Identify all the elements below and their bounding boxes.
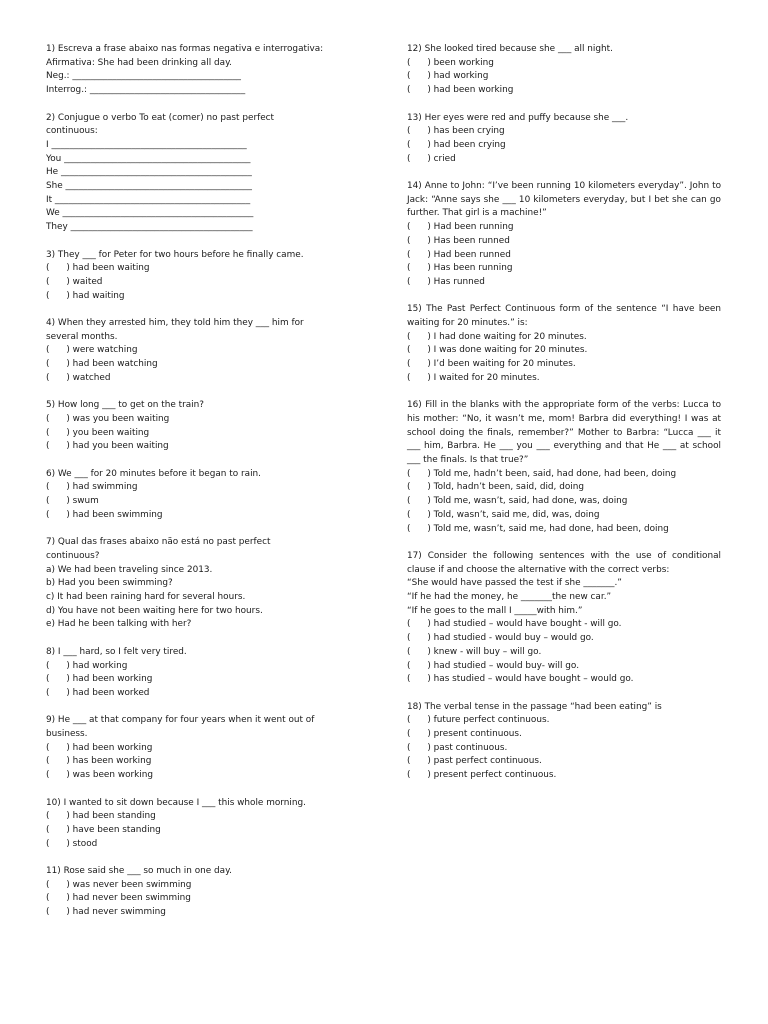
question-line: 2) Conjugue o verbo To eat (comer) no past perfect	[46, 112, 275, 123]
question-block	[46, 536, 358, 632]
question-line: ( ) had been working	[407, 85, 514, 96]
question-line: ( ) Has been running	[407, 263, 513, 274]
question-line: ( ) Has been runned	[407, 235, 510, 246]
question-line: ( ) had been worked	[46, 687, 150, 698]
question-line: ( ) had waiting	[46, 290, 125, 301]
question-line: ( ) past continuous.	[407, 742, 508, 753]
question-line: ( ) Had been runned	[407, 249, 511, 260]
question-line: ( ) you been waiting	[46, 427, 150, 438]
question-line: business.	[46, 729, 88, 740]
question-line: ( ) has been crying	[407, 126, 505, 137]
question-line: 7) Qual das frases abaixo não está no past perfect	[46, 537, 271, 548]
question-line: 10) I wanted to sit down because I ___ this whole morning.	[46, 797, 306, 808]
question-line: 9) He ___ at that company for four years when it went out of	[46, 715, 315, 726]
question-line: Neg.: ______________________________________	[46, 71, 241, 82]
question-block	[46, 399, 358, 454]
question-line: ( ) swum	[46, 496, 99, 507]
question-block	[46, 797, 358, 852]
question-line: ( ) Has runned	[407, 276, 485, 287]
question-line: “If he had the money, he _______the new car.”	[407, 592, 612, 603]
question-line: She __________________________________________	[46, 181, 252, 192]
question-line: ( ) had studied – would buy- will go.	[407, 660, 580, 671]
question-line: ( ) has been working	[46, 756, 152, 767]
question-line: b) Had you been swimming?	[46, 578, 173, 589]
question-block	[46, 468, 358, 523]
question-line: ( ) present continuous.	[407, 729, 522, 740]
question-line: “If he goes to the mall I _____with him.”	[407, 605, 583, 616]
question-line: They _________________________________________	[46, 222, 253, 233]
question-block	[407, 399, 721, 536]
question-line: ( ) had been working	[46, 742, 153, 753]
question-line: ( ) waited	[46, 276, 103, 287]
question-line: ( ) had been waiting	[46, 263, 150, 274]
question-line: ( ) Told me, hadn’t been, said, had done, had been, doing	[407, 468, 677, 479]
question-line: ( ) had never swimming	[46, 907, 166, 918]
left-column	[46, 43, 358, 934]
question-line: Afirmativa: She had been drinking all day.	[46, 57, 232, 68]
question-line: 11) Rose said she ___ so much in one day.	[46, 866, 232, 877]
question-line: 18) The verbal tense in the passage “had been eating” is	[407, 701, 662, 712]
question-line: 13) Her eyes were red and puffy because she ___.	[407, 112, 629, 123]
question-line: ( ) had studied - would buy – would go.	[407, 633, 594, 644]
question-line: 3) They ___ for Peter for two hours before he finally came.	[46, 249, 304, 260]
question-block	[407, 550, 721, 687]
question-line: ( ) had you been waiting	[46, 441, 169, 452]
question-line: ( ) had working	[407, 71, 489, 82]
question-prompt: 15) The Past Perfect Continuous form of the sentence “I have been waiting for 20 minutes.” is:	[407, 304, 721, 329]
question-line: d) You have not been waiting here for two hours.	[46, 605, 263, 616]
question-line: ( ) Told me, wasn’t, said, had done, was, doing	[407, 496, 628, 507]
question-block	[46, 317, 358, 386]
question-line: It ____________________________________________	[46, 194, 251, 205]
question-block	[46, 865, 358, 920]
question-line: 1) Escreva a frase abaixo nas formas negativa e interrogativa:	[46, 44, 324, 54]
question-line: ( ) past perfect continuous.	[407, 756, 542, 767]
question-line: ( ) Told, hadn’t been, said, did, doing	[407, 482, 584, 493]
question-line: ( ) had never been swimming	[46, 893, 191, 904]
question-line: 8) I ___ hard, so I felt very tired.	[46, 646, 187, 657]
question-line: 12) She looked tired because she ___ all night.	[407, 44, 613, 54]
question-block	[46, 249, 358, 304]
question-prompt: 14) Anne to John: “I’ve been running 10 kilometers everyday”. John to Jack: “Anne says she ___ 10 kilometers everyday, but I bet she can go further. That girl is a machine!”	[407, 181, 721, 219]
question-line: You __________________________________________	[46, 153, 251, 164]
question-line: ( ) Told, wasn’t, said me, did, was, doing	[407, 509, 600, 520]
question-line: ( ) watched	[46, 372, 111, 383]
question-line: ( ) had studied – would have bought - will go.	[407, 619, 622, 630]
question-line: ( ) have been standing	[46, 824, 161, 835]
question-block	[46, 112, 358, 235]
question-line: ( ) been working	[407, 57, 494, 68]
question-line: ( ) I had done waiting for 20 minutes.	[407, 331, 587, 342]
question-line: continuous?	[46, 550, 100, 561]
question-block	[407, 303, 721, 385]
question-line: “She would have passed the test if she _______.”	[407, 578, 622, 589]
question-line: ( ) present perfect continuous.	[407, 770, 557, 781]
question-line: ( ) had been swimming	[46, 509, 163, 520]
question-line: Interrog.: ___________________________________	[46, 85, 246, 96]
question-line: continuous:	[46, 126, 98, 137]
question-line: a) We had been traveling since 2013.	[46, 564, 213, 575]
question-line: ( ) was been working	[46, 770, 154, 781]
question-line: 5) How long ___ to get on the train?	[46, 400, 204, 411]
question-block	[46, 646, 358, 701]
question-line: ( ) was you been waiting	[46, 413, 170, 424]
question-line: ( ) had been watching	[46, 359, 158, 370]
right-column	[407, 43, 721, 797]
question-line: ( ) Told me, wasn’t, said me, had done, had been, doing	[407, 523, 669, 534]
question-prompt: 17) Consider the following sentences with the use of conditional clause if and choose the alternative with the correct verbs:	[407, 550, 721, 575]
question-line: ( ) I was done waiting for 20 minutes.	[407, 345, 588, 356]
question-line: ( ) had working	[46, 660, 128, 671]
question-block	[407, 43, 721, 98]
question-line: several months.	[46, 331, 118, 342]
question-block	[407, 701, 721, 783]
question-line: ( ) Had been running	[407, 222, 514, 233]
question-line: c) It had been raining hard for several hours.	[46, 592, 246, 603]
question-line: We ___________________________________________	[46, 208, 254, 219]
question-block	[407, 112, 721, 167]
question-line: ( ) cried	[407, 153, 456, 164]
question-line: ( ) I’d been waiting for 20 minutes.	[407, 359, 576, 370]
question-line: ( ) stood	[46, 838, 98, 849]
question-block	[46, 714, 358, 783]
question-line: ( ) had been crying	[407, 139, 506, 150]
question-line: ( ) I waited for 20 minutes.	[407, 372, 540, 383]
question-line: ( ) has studied – would have bought – would go.	[407, 674, 634, 685]
question-prompt: 16) Fill in the blanks with the appropriate form of the verbs: Lucca to his mother: “No, it wasn’t me, mom! Barbra did everything! I was at school doing the finals, remember?” Mother to Barbra: “Lucca ___ it ___ him, Barbra. He ___ you ___ everything and that He ___ at school ___ the finals. Is that true?”	[407, 400, 721, 466]
question-line: ( ) had been standing	[46, 811, 156, 822]
question-line: ( ) had swimming	[46, 482, 138, 493]
question-line: ( ) was never been swimming	[46, 879, 192, 890]
question-line: He ___________________________________________	[46, 167, 252, 178]
question-block	[407, 180, 721, 290]
question-line: I ____________________________________________	[46, 139, 247, 150]
question-line: ( ) knew - will buy – will go.	[407, 646, 542, 657]
question-line: ( ) future perfect continuous.	[407, 715, 550, 726]
question-line: e) Had he been talking with her?	[46, 619, 192, 630]
question-line: 6) We ___ for 20 minutes before it began to rain.	[46, 468, 261, 479]
question-line: 4) When they arrested him, they told him they ___ him for	[46, 318, 304, 329]
question-block	[46, 43, 358, 98]
question-line: ( ) had been working	[46, 674, 153, 685]
question-line: ( ) were watching	[46, 345, 138, 356]
